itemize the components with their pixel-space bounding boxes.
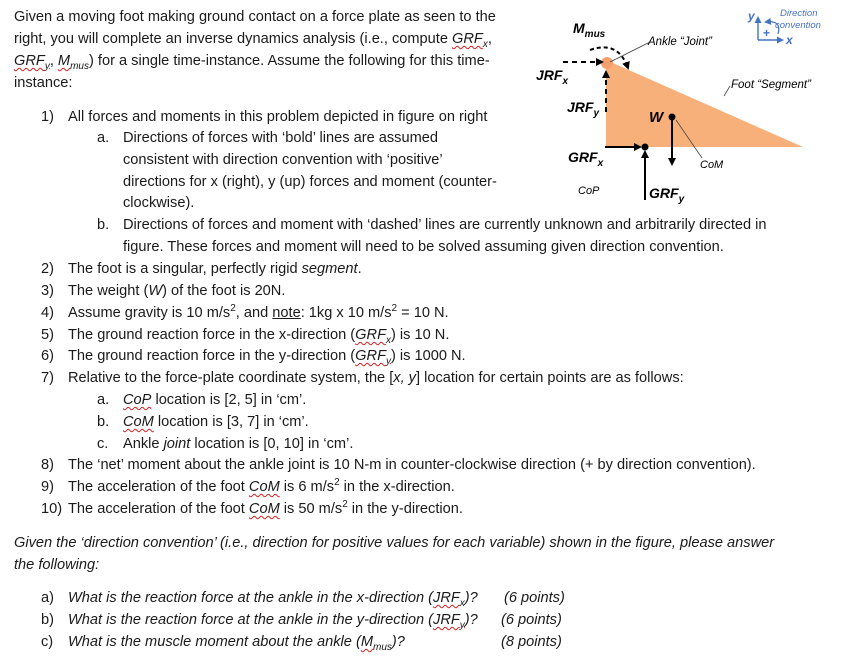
item-number-3: 3) [41, 283, 54, 299]
ankle-joint-dot [601, 57, 613, 69]
item-5-text: The ground reaction force in the x-direction $(GRF_x)$ is 10 N. [68, 327, 450, 346]
jrfx-label: $JRF_x$ [536, 67, 569, 87]
item-1a-line-2: consistent with direction convention with ‘positive’ [123, 152, 443, 168]
item-number-7: 7) [41, 370, 54, 386]
question-c-text: What is the muscle moment about the ankle $(M_{mus})$? [68, 634, 405, 653]
item-7b-text: CoM location is [3, 7] in ‘cm’. [123, 414, 309, 430]
item-7c-text: Ankle joint location is [0, 10] in ‘cm’. [123, 436, 354, 452]
convention-plus-label: + [763, 26, 771, 40]
item-1a-label: a. [97, 130, 110, 146]
cop-label: CoP [578, 185, 600, 197]
item-number-6: 6) [41, 348, 54, 364]
question-c-points: (8 points) [501, 634, 562, 650]
weight-label: W [649, 109, 664, 126]
foot-segment-label: Foot “Segment” [731, 79, 811, 91]
closing-line-1: Given the ‘direction convention’ (i.e., direction for positive values for each variable) shown in the figure, please answer [14, 535, 775, 551]
intro-line-3: $GRF_y$, $M_{mus}$) for a single time-instance. Assume the following for this time- [14, 53, 490, 72]
ankle-joint-label: Ankle “Joint” [648, 36, 712, 48]
com-label: CoM [700, 159, 724, 171]
question-a-label: a) [41, 590, 54, 606]
jrfy-label: $JRF_y$ [567, 99, 600, 119]
item-number-10: 10) [41, 501, 63, 517]
intro-line-4: instance: [14, 75, 73, 91]
item-number-8: 8) [41, 457, 54, 473]
item-7a-label: a. [97, 392, 110, 408]
question-c-label: c) [41, 634, 54, 650]
question-a-text: What is the reaction force at the ankle in the x-direction $(JRF_x)$? [68, 590, 478, 609]
item-3-text: The weight (W) of the foot is 20N. [68, 283, 286, 299]
foot-segment-shape [606, 60, 803, 147]
item-1-text: All forces and moments in this problem depicted in figure on right [68, 109, 488, 125]
item-1a-line-4: clockwise). [123, 195, 195, 211]
foot-free-body-diagram [520, 0, 854, 210]
item-number-9: 9) [41, 479, 54, 495]
convention-x-label: x [786, 33, 793, 47]
ankle-leader-line [610, 42, 650, 62]
item-1b-line-1: Directions of forces and moment with ‘dashed’ lines are currently unknown and arbitrarily directed in [123, 217, 767, 233]
item-1a-line-3: directions for x (right), y (up) forces and moment (counter- [123, 174, 497, 190]
item-1a-line-1: Directions of forces with ‘bold’ lines are assumed [123, 130, 438, 146]
item-7c-label: c. [97, 436, 109, 452]
item-number-5: 5) [41, 327, 54, 343]
closing-line-2: the following: [14, 557, 100, 573]
convention-y-label: y [748, 9, 755, 23]
item-6-text: The ground reaction force in the y-direction $(GRF_y)$ is 1000 N. [68, 348, 466, 367]
com-dot [669, 114, 676, 121]
direction-convention [747, 8, 821, 47]
convention-text-2: convention [775, 20, 821, 31]
item-8-text: The ‘net’ moment about the ankle joint is 10 N-m in counter-clockwise direction (+ by direction convention). [68, 457, 756, 473]
item-9-text: The acceleration of the foot CoM is 6 $m/s^2$ in the x-direction. [68, 477, 455, 495]
convention-text-1: Direction [780, 8, 818, 19]
grfy-label: $GRF_y$ [649, 185, 685, 205]
question-b-label: b) [41, 612, 54, 628]
item-7a-text: CoP location is [2, 5] in ‘cm’. [123, 392, 307, 408]
grfx-label: $GRF_x$ [568, 149, 604, 169]
item-7-text: Relative to the force-plate coordinate system, the [x, y] location for certain points are as follows: [68, 370, 684, 386]
item-number-1: 1) [41, 109, 54, 125]
question-b-text: What is the reaction force at the ankle in the y-direction $(JRF_y)$? [68, 612, 478, 631]
item-1b-label: b. [97, 217, 110, 233]
item-7b-label: b. [97, 414, 110, 430]
item-4-text: Assume gravity is 10 $m/s^2$, and note: 1kg x 10 $m/s^2 = 10$ N. [68, 303, 449, 321]
mmus-label: $M_{mus}$ [573, 20, 606, 40]
item-number-4: 4) [41, 305, 54, 321]
cop-dot [642, 144, 649, 151]
question-a-points: (6 points) [504, 590, 565, 606]
item-10-text: The acceleration of the foot CoM is 50 $m/s^2$ in the y-direction. [68, 499, 463, 517]
intro-line-1: Given a moving foot making ground contact on a force plate as seen to the [14, 9, 496, 25]
intro-line-2: right, you will complete an inverse dynamics analysis (i.e., compute $GRF_x$, [14, 31, 492, 50]
item-1b-line-2: figure. These forces and moment will need to be solved assuming given direction convention. [123, 239, 724, 255]
item-number-2: 2) [41, 261, 54, 277]
foot-leader-line [724, 86, 730, 96]
item-2-text: The foot is a singular, perfectly rigid segment. [68, 261, 362, 277]
question-b-points: (6 points) [501, 612, 562, 628]
